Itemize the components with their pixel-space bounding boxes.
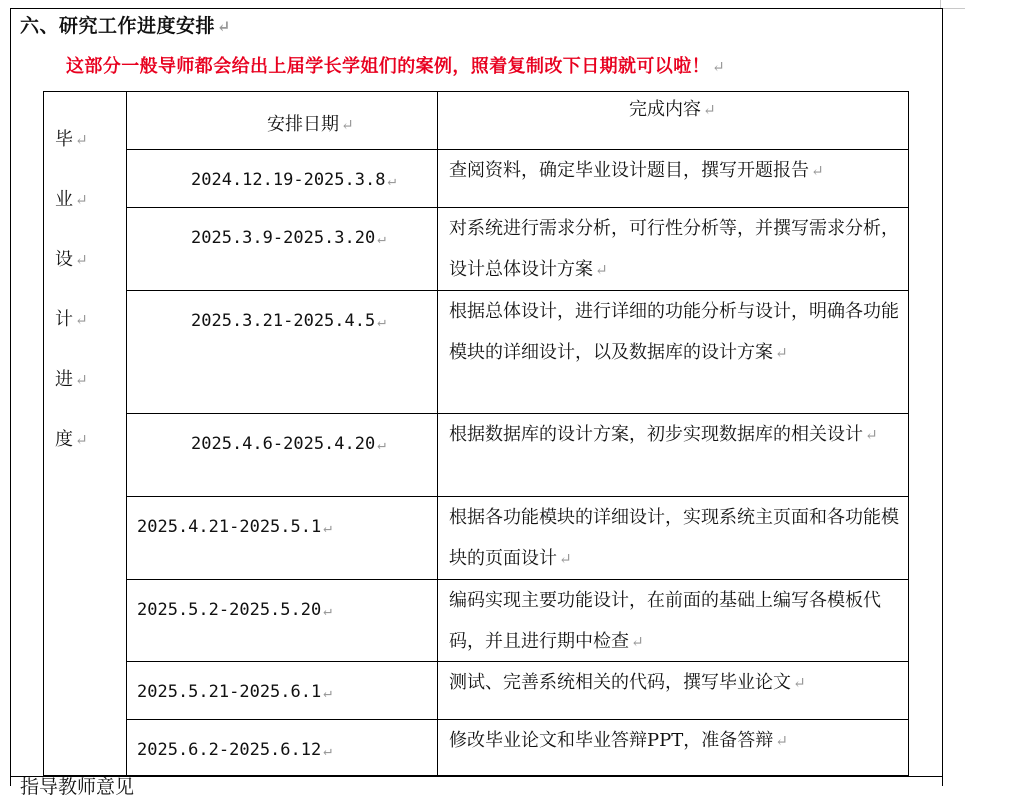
side-label-char: 进 ↵ bbox=[55, 369, 88, 390]
content-cell: 根据各功能模块的详细设计，实现系统主页面和各功能模块的页面设计 ↵ bbox=[437, 496, 909, 580]
side-label-char: 设 ↵ bbox=[55, 249, 88, 270]
date-range: 2025.3.21-2025.4.5 ↵ bbox=[191, 311, 386, 331]
frame-right-border bbox=[942, 8, 943, 786]
header-date-cell bbox=[126, 91, 438, 150]
date-range: 2025.5.21-2025.6.1 ↵ bbox=[137, 682, 332, 702]
date-range: 2025.4.21-2025.5.1 ↵ bbox=[137, 517, 332, 537]
frame-top-border bbox=[10, 8, 942, 9]
date-cell bbox=[126, 661, 438, 720]
header-content: 完成内容 ↵ bbox=[629, 99, 716, 120]
date-cell bbox=[126, 413, 438, 497]
content-cell: 查阅资料，确定毕业设计题目，撰写开题报告 ↵ bbox=[437, 149, 909, 208]
content-cell: 对系统进行需求分析，可行性分析等，并撰写需求分析，设计总体设计方案 ↵ bbox=[437, 207, 909, 291]
date-cell bbox=[126, 579, 438, 662]
date-range: 2025.4.6-2025.4.20 ↵ bbox=[191, 434, 386, 454]
content-cell: 测试、完善系统相关的代码，撰写毕业论文 ↵ bbox=[437, 661, 909, 720]
schedule-table bbox=[43, 91, 909, 776]
content-cell: 编码实现主要功能设计，在前面的基础上编写各模板代码，并且进行期中检查 ↵ bbox=[437, 579, 909, 662]
header-content-cell bbox=[437, 91, 909, 150]
date-range: 2025.5.2-2025.5.20 ↵ bbox=[137, 600, 332, 620]
next-section-heading: 指导教师意见 bbox=[20, 776, 135, 798]
section-heading: 六、研究工作进度安排 ↵ bbox=[20, 15, 232, 37]
content-cell: 修改毕业论文和毕业答辩PPT，准备答辩 ↵ bbox=[437, 719, 909, 776]
date-cell bbox=[126, 496, 438, 580]
side-label-char: 计 ↵ bbox=[55, 309, 88, 330]
frame-bottom-border bbox=[10, 776, 942, 777]
date-range: 2024.12.19-2025.3.8 ↵ bbox=[191, 170, 397, 190]
date-range: 2025.3.9-2025.3.20 ↵ bbox=[191, 228, 386, 248]
content-cell: 根据数据库的设计方案，初步实现数据库的相关设计 ↵ bbox=[437, 413, 909, 497]
content-cell: 根据总体设计，进行详细的功能分析与设计，明确各功能模块的详细设计，以及数据库的设计方案 ↵ bbox=[437, 290, 909, 414]
side-label-char: 毕 ↵ bbox=[55, 129, 88, 150]
frame-left-border bbox=[10, 8, 11, 786]
header-date: 安排日期 ↵ bbox=[267, 114, 354, 135]
side-label-char: 业 ↵ bbox=[55, 189, 88, 210]
page-corner-mark bbox=[940, 0, 965, 9]
side-label-cell bbox=[43, 91, 127, 776]
date-cell bbox=[126, 207, 438, 291]
date-cell bbox=[126, 149, 438, 208]
date-cell bbox=[126, 290, 438, 414]
date-cell bbox=[126, 719, 438, 776]
instruction-note: 这部分一般导师都会给出上届学长学姐们的案例，照着复制改下日期就可以啦！ ↵ bbox=[66, 56, 726, 77]
side-label-char: 度 ↵ bbox=[55, 429, 88, 450]
date-range: 2025.6.2-2025.6.12 ↵ bbox=[137, 740, 332, 760]
